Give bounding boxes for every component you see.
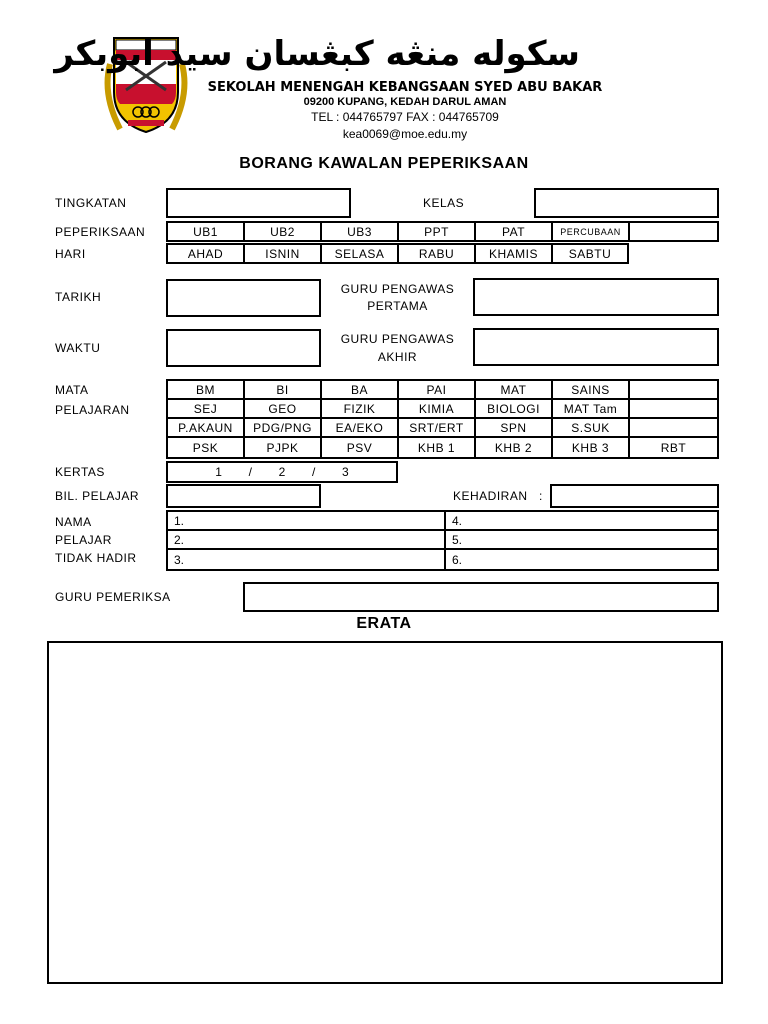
guru-pengawas-pertama-field[interactable] [473,278,719,316]
subject-grid [166,379,719,459]
subject-option[interactable]: SAINS [553,381,630,398]
absent-student-slot[interactable]: 2. [168,531,446,548]
tarikh-label: TARIKH [55,290,102,304]
absent-student-slot[interactable]: 4. [452,513,463,528]
school-contact: TEL : 044765797 FAX : 044765709 [311,110,499,124]
tingkatan-field[interactable] [166,188,351,218]
day-option[interactable]: SABTU [568,246,612,261]
subject-option[interactable]: PSK [168,438,245,457]
kelas-field[interactable] [534,188,719,218]
day-option[interactable]: ISNIN [245,245,322,262]
kertas-label: KERTAS [55,465,105,479]
school-address: 09200 KUPANG, KEDAH DARUL AMAN [303,96,507,108]
exam-option[interactable]: UB3 [322,223,399,240]
absent-student-slot[interactable]: 3. [168,550,446,569]
absent-student-slot[interactable]: 5. [452,532,463,547]
hari-label: HARI [55,247,86,261]
arabic-school-name: سکوله منڠه کبڠسان سيد ابوبکر [54,34,580,74]
subject-option-blank[interactable] [630,381,717,398]
pelajaran-label: PELAJARAN [55,403,130,417]
day-option[interactable]: AHAD [168,245,245,262]
exam-option[interactable]: PAT [476,223,553,240]
guru-pengawas-akhir-label-1: GURU PENGAWAS [340,332,455,346]
subject-option[interactable]: SPN [476,419,553,436]
absent-students-grid [166,510,719,571]
subject-option[interactable]: RBT [660,440,687,455]
guru-pengawas-pertama-label-2: PERTAMA [367,299,428,313]
kelas-label: KELAS [423,196,465,210]
mata-label: MATA [55,383,89,397]
peperiksaan-label: PEPERIKSAAN [55,225,146,239]
school-email: kea0069@moe.edu.my [342,127,468,141]
form-title: BORANG KAWALAN PEPERIKSAAN [239,155,529,172]
pelajar-label: PELAJAR [55,533,112,547]
subject-option[interactable]: PAI [399,381,476,398]
subject-option[interactable]: SEJ [168,400,245,417]
guru-pengawas-akhir-field[interactable] [473,328,719,366]
exam-option[interactable]: UB1 [168,223,245,240]
absent-student-slot[interactable]: 6. [452,552,463,567]
erata-area[interactable] [47,641,723,984]
kertas-field[interactable] [166,461,398,483]
exam-option-blank[interactable] [630,223,717,240]
absent-student-slot[interactable]: 1. [168,512,446,529]
hari-options [166,243,629,264]
subject-option[interactable]: EA/EKO [322,419,399,436]
waktu-label: WAKTU [55,341,101,355]
subject-option[interactable]: S.SUK [553,419,630,436]
exam-option[interactable]: PERCUBAAN [553,223,630,240]
exam-option[interactable]: PPT [399,223,476,240]
subject-option-blank[interactable] [630,400,717,417]
subject-option[interactable]: GEO [245,400,322,417]
subject-option[interactable]: BA [322,381,399,398]
subject-option[interactable]: FIZIK [322,400,399,417]
guru-pemeriksa-field[interactable] [243,582,719,612]
subject-option[interactable]: PDG/PNG [245,419,322,436]
subject-option[interactable]: SRT/ERT [399,419,476,436]
nama-label: NAMA [55,515,92,529]
bil-pelajar-label: BIL. PELAJAR [55,489,140,503]
tidak-hadir-label: TIDAK HADIR [55,551,137,565]
guru-pengawas-pertama-label-1: GURU PENGAWAS [340,282,455,296]
guru-pengawas-akhir-label-2: AKHIR [377,350,418,364]
erata-title: ERATA [356,615,412,632]
guru-pemeriksa-label: GURU PEMERIKSA [55,590,171,604]
subject-option[interactable]: KHB 1 [399,438,476,457]
subject-option[interactable]: KHB 2 [476,438,553,457]
subject-option[interactable]: MAT Tam [553,400,630,417]
bil-pelajar-field[interactable] [166,484,321,508]
waktu-field[interactable] [166,329,321,367]
subject-option[interactable]: PJPK [245,438,322,457]
subject-option[interactable]: KIMIA [399,400,476,417]
day-option[interactable]: RABU [399,245,476,262]
subject-option[interactable]: PSV [322,438,399,457]
peperiksaan-options [166,221,719,242]
subject-option[interactable]: P.AKAUN [168,419,245,436]
kehadiran-label: KEHADIRAN : [453,489,543,503]
subject-option[interactable]: KHB 3 [553,438,630,457]
subject-option-blank[interactable] [630,419,717,436]
day-option[interactable]: SELASA [322,245,399,262]
exam-option[interactable]: UB2 [245,223,322,240]
subject-option[interactable]: BM [168,381,245,398]
subject-option[interactable]: BIOLOGI [476,400,553,417]
school-name: SEKOLAH MENENGAH KEBANGSAAN SYED ABU BAKAR [207,80,603,95]
subject-option[interactable]: BI [245,381,322,398]
kertas-options: 1 / 2 / 3 [215,465,349,479]
day-option[interactable]: KHAMIS [476,245,553,262]
tingkatan-label: TINGKATAN [55,196,127,210]
kehadiran-field[interactable] [550,484,719,508]
tarikh-field[interactable] [166,279,321,317]
subject-option[interactable]: MAT [476,381,553,398]
